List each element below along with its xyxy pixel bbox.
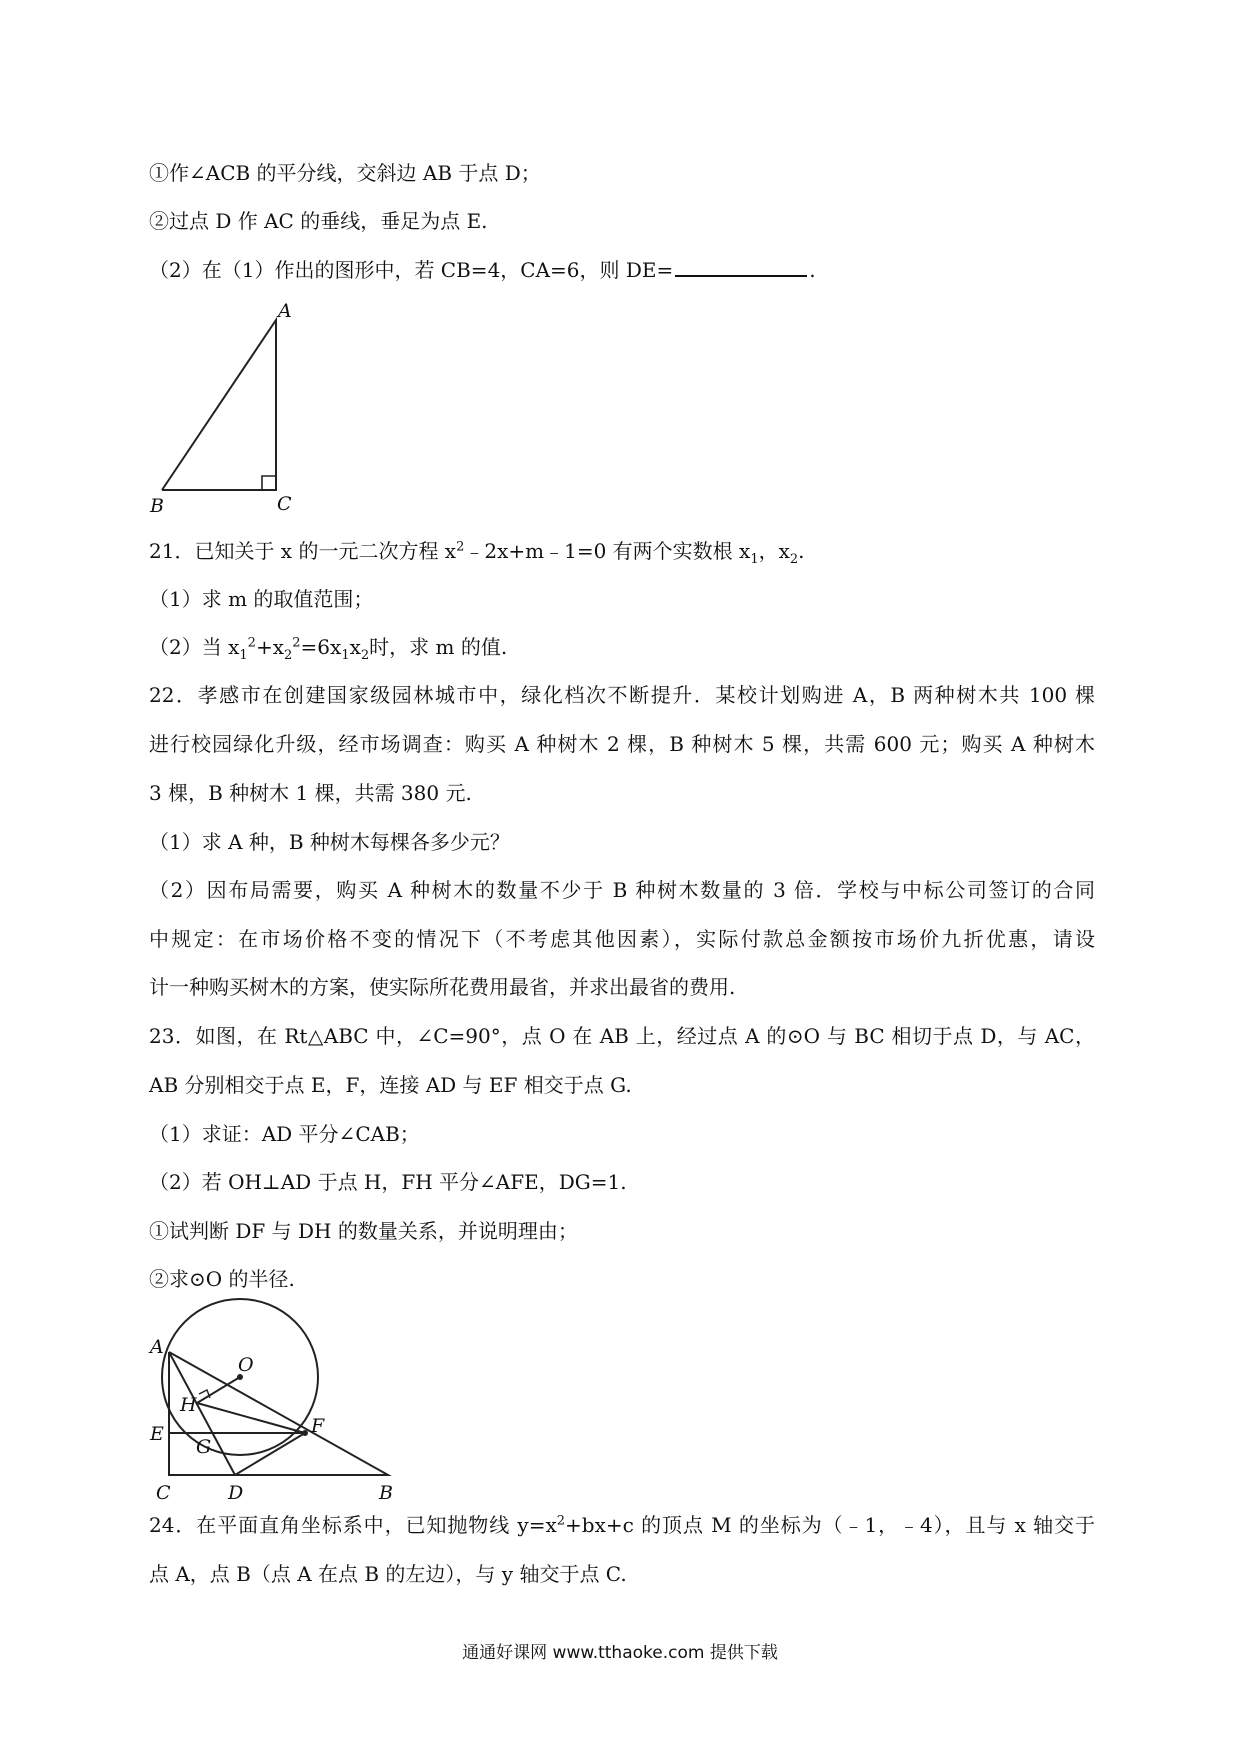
q24-line2: 点 A，点 B（点 A 在点 B 的左边），与 y 轴交于点 C. [149,1562,627,1586]
label-F: F [311,1415,325,1437]
q20-step2: ②过点 D 作 AC 的垂线，垂足为点 E. [149,209,488,233]
label-A: A [150,1336,164,1358]
label-H: H [180,1394,197,1416]
q22-line3: 3 棵，B 种树木 1 棵，共需 380 元. [149,781,472,805]
q22-part2-line1: （2）因布局需要，购买 A 种树木的数量不少于 B 种树木数量的 3 倍．学校与中标公司签订的合同 [149,878,1095,902]
q22-line2: 进行校园绿化升级，经市场调查：购买 A 种树木 2 棵，B 种树木 5 棵，共需 600 元；购买 A 种树木 [149,732,1095,756]
label-E: E [150,1423,164,1445]
label-G: G [196,1436,212,1458]
q23-part1: （1）求证：AD 平分∠CAB； [149,1122,420,1146]
q21-part2: （2）当 $x_1^2+x_2^2=6x_1x_2$时，求 m 的值. [149,635,508,663]
q22-part2-line2: 中规定：在市场价格不变的情况下（不考虑其他因素），实际付款总金额按市场价九折优惠，请设 [149,927,1095,951]
q22-part2-line3: 计一种购买树木的方案，使实际所花费用最省，并求出最省的费用. [149,975,736,999]
q21-stem: 21．已知关于 x 的一元二次方程 $x^2﹣2x+m﹣1=0$ 有两个实数根 $x_1$，$x_2$. [149,539,805,567]
label-O: O [238,1354,254,1376]
q21-part1: （1）求 m 的取值范围； [149,587,374,611]
q23-sub2: ②求⊙O 的半径. [149,1267,295,1291]
q23-sub1: ①试判断 DF 与 DH 的数量关系，并说明理由； [149,1219,578,1243]
label-D: D [228,1482,244,1504]
q23-line1: 23．如图，在 Rt△ABC 中，∠C=90°，点 O 在 AB 上，经过点 A 的⊙O 与 BC 相切于点 D，与 AC， [149,1024,1095,1048]
label-C: C [156,1482,171,1504]
q22-part1: （1）求 A 种，B 种树木每棵各多少元？ [149,830,510,854]
page-footer: 通通好课网 www.tthaoke.com 提供下载 [462,1643,778,1663]
q20-step1: ①作∠ACB 的平分线，交斜边 AB 于点 D； [149,161,541,185]
label-B: B [379,1482,393,1504]
label-C: C [277,493,292,515]
q23-line2: AB 分别相交于点 E，F，连接 AD 与 EF 相交于点 G. [149,1073,632,1097]
label-B: B [150,495,164,517]
q22-line1: 22．孝感市在创建国家级园林城市中，绿化档次不断提升．某校计划购进 A，B 两种树木共 100 棵 [149,683,1095,707]
q23-part2: （2）若 OH⊥AD 于点 H，FH 平分∠AFE，DG=1. [149,1170,627,1194]
q20-part2: （2）在（1）作出的图形中，若 CB=4，CA=6，则 DE= . [149,258,816,282]
q24-line1: 24．在平面直角坐标系中，已知抛物线 $y=x^2+bx+c$ 的顶点 M 的坐标为（﹣1，﹣4），且与 x 轴交于 [149,1513,1095,1537]
label-A: A [278,300,292,322]
